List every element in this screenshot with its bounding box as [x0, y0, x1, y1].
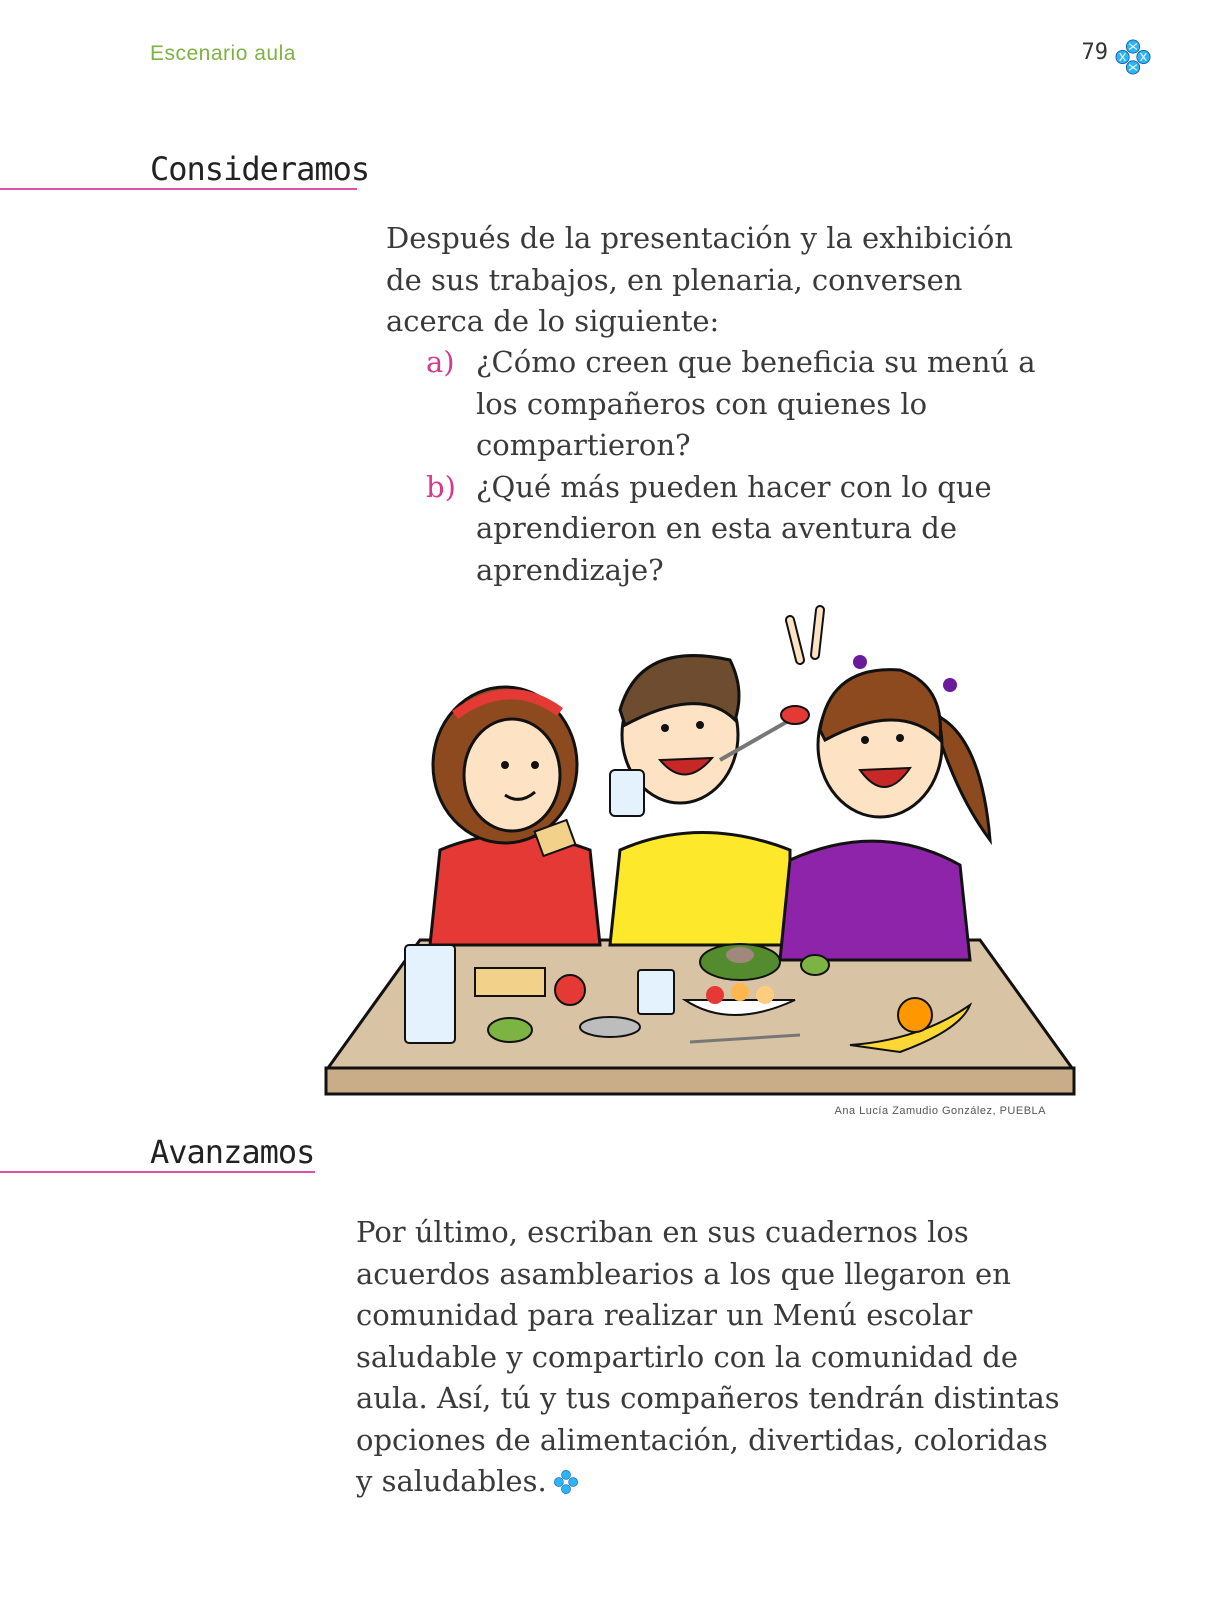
list-marker: a): [426, 345, 455, 379]
section-title-avanzamos: Avanzamos: [150, 1133, 315, 1171]
section-title-consideramos: Consideramos: [150, 150, 370, 188]
flower-ornament-icon: [553, 1469, 579, 1495]
list-item: [386, 342, 1046, 467]
list-marker: b): [426, 469, 456, 504]
flower-ornament-icon: [1114, 38, 1152, 76]
children-eating-illustration: [320, 600, 1080, 1100]
page-number: 79: [1081, 40, 1108, 65]
list-item-text: ¿Cómo creen que beneficia su menú a los compañeros con quienes lo compartieron?: [476, 345, 1036, 462]
consideramos-intro: Después de la presentación y la exhibición de sus trabajos, en plenaria, conversen acerca de lo siguiente:: [386, 221, 1013, 338]
question-list: [386, 342, 1046, 591]
section-rule: [0, 1171, 315, 1173]
illustration-credit: Ana Lucía Zamudio González, PUEBLA: [834, 1105, 1046, 1117]
avanzamos-paragraph: Por último, escriban en sus cuadernos los acuerdos asamblearios a los que llegaron en comunidad para realizar un Menú escolar saludable y compartirlo con la comunidad de aula. Así, tú y tus compañeros tendrán distintas opciones de alimentación, divertidas, coloridas y saludables.: [356, 1215, 1060, 1498]
list-item: [386, 467, 1046, 592]
section-rule: [0, 188, 357, 190]
avanzamos-text: [356, 1212, 1068, 1503]
running-head: Escenario aula: [150, 42, 296, 65]
list-item-text: ¿Qué más pueden hacer con lo que aprendieron en esta aventura de aprendizaje?: [476, 469, 992, 587]
